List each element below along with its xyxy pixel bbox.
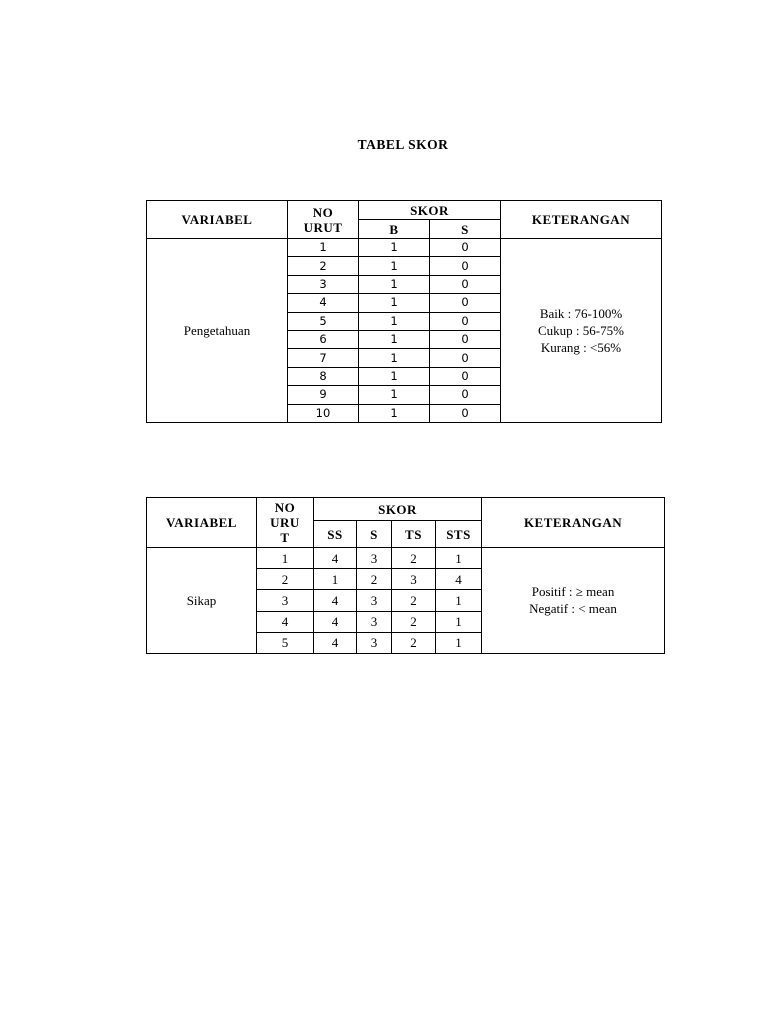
table-row <box>147 548 665 569</box>
cell-no: 3 <box>257 590 314 611</box>
table-pengetahuan <box>146 200 662 423</box>
cell-s: 3 <box>357 632 392 653</box>
cell-ts: 3 <box>392 569 436 590</box>
cell-sts: 1 <box>436 632 482 653</box>
cell-s: 0 <box>430 239 501 257</box>
cell-s: 3 <box>357 590 392 611</box>
variable-name: Pengetahuan <box>147 239 288 423</box>
header-no-urut <box>288 201 359 239</box>
cell-s: 0 <box>430 367 501 385</box>
header-skor: SKOR <box>359 201 501 220</box>
cell-s: 0 <box>430 257 501 275</box>
keterangan-line: Negatif : < mean <box>529 601 617 617</box>
cell-ss: 1 <box>314 569 357 590</box>
cell-no: 9 <box>288 386 359 404</box>
cell-no: 1 <box>257 548 314 569</box>
keterangan-cell <box>501 239 662 423</box>
header-skor-ts: TS <box>392 521 436 548</box>
cell-no: 7 <box>288 349 359 367</box>
cell-s: 0 <box>430 294 501 312</box>
table-row <box>147 239 662 257</box>
cell-sts: 1 <box>436 611 482 632</box>
cell-s: 2 <box>357 569 392 590</box>
cell-no: 5 <box>257 632 314 653</box>
cell-ts: 2 <box>392 590 436 611</box>
keterangan-line: Cukup : 56-75% <box>538 322 624 338</box>
cell-no: 8 <box>288 367 359 385</box>
cell-no: 6 <box>288 330 359 348</box>
cell-no: 4 <box>257 611 314 632</box>
header-keterangan: KETERANGAN <box>482 498 665 548</box>
cell-s: 3 <box>357 548 392 569</box>
header-keterangan: KETERANGAN <box>501 201 662 239</box>
header-skor-sts: STS <box>436 521 482 548</box>
cell-b: 1 <box>359 330 430 348</box>
cell-b: 1 <box>359 239 430 257</box>
cell-sts: 4 <box>436 569 482 590</box>
header-skor-s: S <box>430 220 501 239</box>
cell-ss: 4 <box>314 590 357 611</box>
cell-no: 10 <box>288 404 359 422</box>
cell-s: 0 <box>430 275 501 293</box>
cell-b: 1 <box>359 367 430 385</box>
cell-no: 4 <box>288 294 359 312</box>
cell-s: 0 <box>430 404 501 422</box>
page-title: TABEL SKOR <box>357 137 449 152</box>
header-skor-s: S <box>357 521 392 548</box>
cell-b: 1 <box>359 257 430 275</box>
cell-ts: 2 <box>392 632 436 653</box>
header-skor-ss: SS <box>314 521 357 548</box>
cell-b: 1 <box>359 404 430 422</box>
cell-ss: 4 <box>314 611 357 632</box>
cell-s: 0 <box>430 349 501 367</box>
variable-name: Sikap <box>147 548 257 654</box>
cell-sts: 1 <box>436 590 482 611</box>
cell-s: 0 <box>430 386 501 404</box>
header-variabel: VARIABEL <box>147 498 257 548</box>
cell-b: 1 <box>359 294 430 312</box>
cell-no: 3 <box>288 275 359 293</box>
cell-s: 0 <box>430 312 501 330</box>
cell-b: 1 <box>359 386 430 404</box>
cell-ts: 2 <box>392 548 436 569</box>
cell-b: 1 <box>359 275 430 293</box>
header-skor-b: B <box>359 220 430 239</box>
cell-b: 1 <box>359 349 430 367</box>
cell-no: 2 <box>288 257 359 275</box>
cell-ss: 4 <box>314 548 357 569</box>
cell-s: 3 <box>357 611 392 632</box>
cell-no: 2 <box>257 569 314 590</box>
cell-b: 1 <box>359 312 430 330</box>
header-variabel: VARIABEL <box>147 201 288 239</box>
header-no-urut <box>257 498 314 548</box>
keterangan-line: Baik : 76-100% <box>539 305 623 321</box>
cell-no: 5 <box>288 312 359 330</box>
keterangan-cell <box>482 548 665 654</box>
keterangan-line: Kurang : <56% <box>540 339 622 355</box>
cell-sts: 1 <box>436 548 482 569</box>
keterangan-line: Positif : ≥ mean <box>531 584 615 600</box>
header-no-urut-text: NO URUT <box>303 204 343 235</box>
cell-ts: 2 <box>392 611 436 632</box>
cell-ss: 4 <box>314 632 357 653</box>
table-sikap <box>146 497 665 654</box>
header-skor: SKOR <box>314 498 482 521</box>
cell-s: 0 <box>430 330 501 348</box>
cell-no: 1 <box>288 239 359 257</box>
header-no-urut-text: NO URU T <box>270 500 300 545</box>
